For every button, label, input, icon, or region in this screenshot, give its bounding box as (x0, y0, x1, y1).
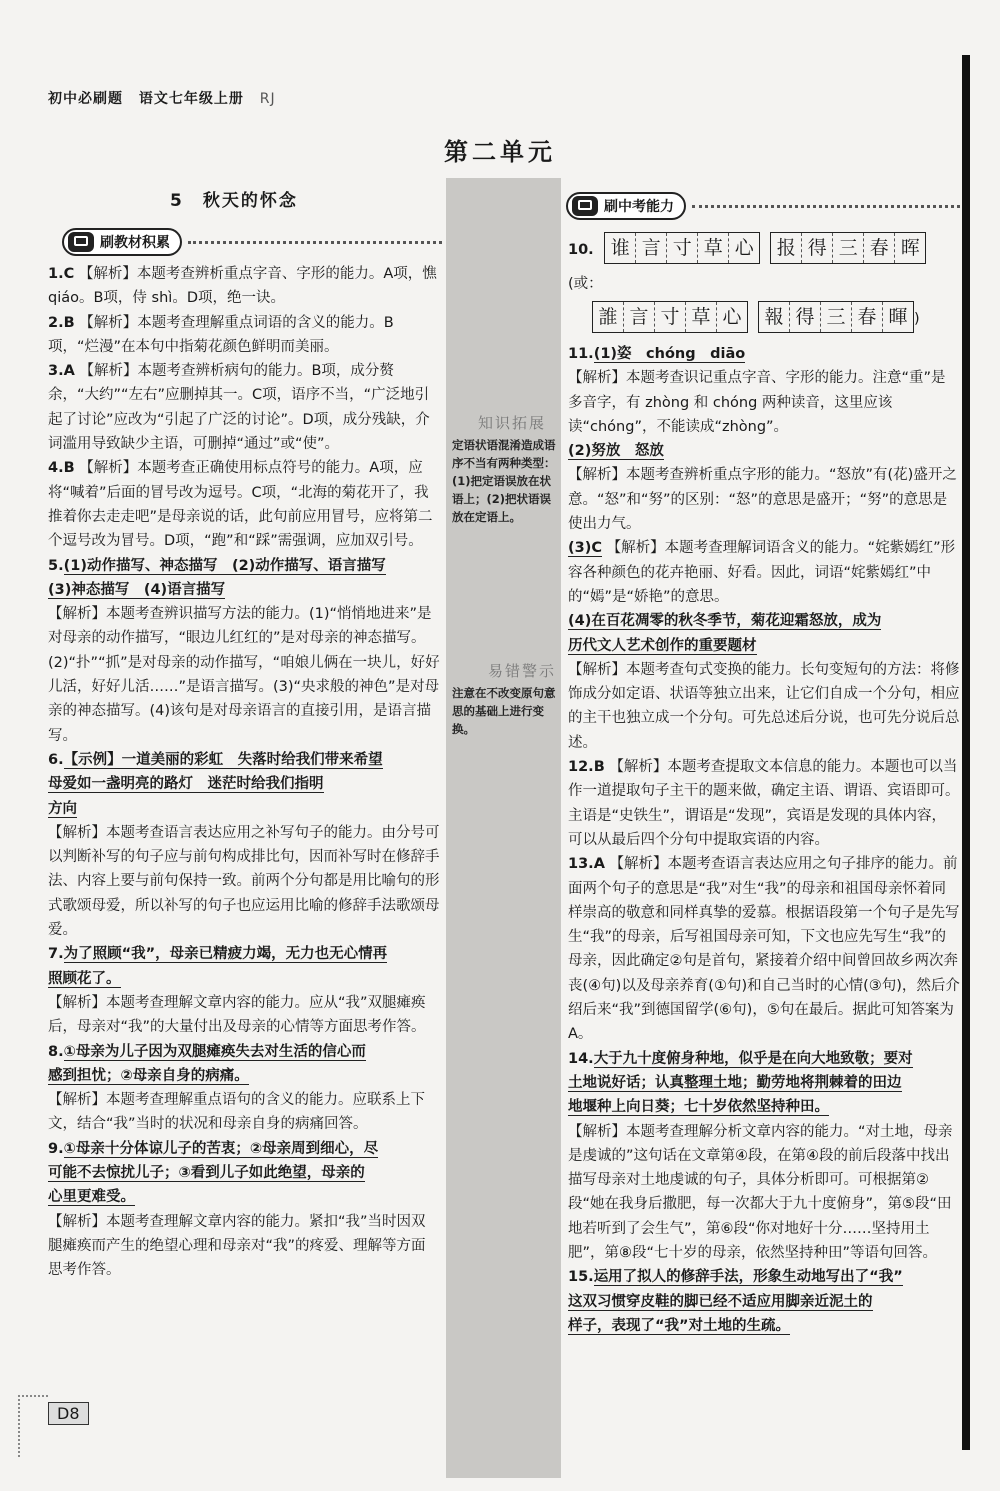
dotted-divider (188, 241, 442, 244)
answer-item: 13.A 【解析】本题考查语言表达应用之句子排序的能力。前面两个句子的意思是“我”对生“我”的母亲和祖国母亲怀着同样崇高的敬意和同样真挚的爱慕。根据语段第一个句子是先写生“我”的母亲，后写祖国母亲可知，下文也应先写生“我”的母亲，因此确定②句是首句，紧接着介绍中间曾回故乡两次奔丧(④句)以及母亲养育(①句)和自己当时的心情(③句)，然后介绍后来“我”到德国留学(⑥句)，⑤句在最后。据此可知答案为A。 (568, 856, 960, 1043)
answer-item-10: 10. 谁 言 寸 草 心 报 得 三 春 晖 (或： 誰 言 寸 草 心 報 得 三 春 暉 ) (568, 232, 960, 336)
answer-item: 12.B 【解析】本题考查提取文本信息的能力。本题也可以当作一道提取句子主干的题来做，确定主语、谓语、宾语即可。主语是“史铁生”，谓语是“发现”，宾语是发现的具体内容，可以从最后四个分句中提取宾语的内容。 (568, 759, 960, 848)
page-edge-bar (962, 55, 970, 1450)
book-icon (68, 232, 94, 252)
answer-item-11: 11.(1)姿 chóng diāo 【解析】本题考查识记重点字音、字形的能力。注意“重”是多音字，有 zhòng 和 chóng 两种读音，这里应该读“chóng”，不能读成“zhòng”。 (2)努放 怒放 【解析】本题考查辨析重点字形的能力。“怒放”有(花)盛开之意。“怒”和“努”的区别：“怒”的意思是盛开；“努”的意思是使出力气。 (3)C 【解析】本题考查理解词语含义的能力。“姹紫嫣红”形容各种颜色的花卉艳丽、好看。因此，词语“姹紫嫣红”中的“嫣”是“娇艳”的意思。 (4)在百花凋零的秋冬季节，菊花迎霜怒放，成为 历代文人艺术创作的重要题材 【解析】本题考查句式变换的能力。长句变短句的方法：将修饰成分如定语、状语等独立出来，让它们自成一个分句，相应的主干也独立成一个分句。可先总述后分说，也可先分说后总述。 (568, 346, 960, 751)
unit-title: 第二单元 (444, 138, 556, 166)
subject-name: 语文七年级上册 (138, 91, 244, 107)
tip-body-knowledge: 定语状语混淆造成语序不当有两种类型：(1)把定语误放在状语上；(2)把状语误放在定语上。 (452, 438, 556, 524)
char-box-group: 報 得 三 春 暉 (758, 301, 914, 333)
answer-item: 14.大于九十度俯身种地，似乎是在向大地致敬；要对 土地说好话；认真整理土地；勤劳地将荆棘着的田边 地堰种上向日葵；七十岁依然坚持种田。 【解析】本题考查理解分析文章内容的能力。“对土地，母亲是虔诚的”这句话在文章第④段，在第④段的前后段落中找出描写母亲对土地虔诚的句子，具体分析即可。可根据第②段“她在我身后撒肥，每一次都大于九十度俯身”，第⑤段“田地若听到了会生气”，第⑥段“你对地好十分……坚持用土肥”，第⑧段“七十岁的母亲，依然坚持种田”等语句回答。 (568, 1050, 953, 1261)
tip-body-warning: 注意在不改变原句意思的基础上进行变换。 (452, 686, 556, 736)
answer-item: 7.为了照顾“我”，母亲已精疲力竭，无力也无心情再 照顾花了。 【解析】本题考查理解文章内容的能力。应从“我”双腿瘫痪后，母亲对“我”的大量付出及母亲的心情等方面思考作答。 (48, 946, 426, 1036)
section-banner-right (566, 192, 960, 220)
answer-item: 6.【示例】一道美丽的彩虹 失落时给我们带来希望 母爱如一盏明亮的路灯 迷茫时给我们指明 方向 【解析】本题考查语言表达应用之补写句子的能力。由分号可以判断补写的句子应与前句构成排比句，因而补写时在修辞手法、内容上要与前句保持一致。前两个分句都是用比喻句的形式歌颂母爱，所以补写的句子也应运用比喻的修辞手法歌颂母爱。 (48, 751, 440, 939)
answer-item: 9.①母亲十分体谅儿子的苦衷；②母亲周到细心，尽 可能不去惊扰儿子；③看到儿子如此绝望，母亲的 心里更难受。 【解析】本题考查理解文章内容的能力。紧扣“我”当时因双腿瘫痪而产生的绝望心理和母亲对“我”的疼爱、理解等方面思考作答。 (48, 1140, 426, 1279)
page-number: D8 (48, 1402, 89, 1425)
tip-title-knowledge: 知识拓展 (478, 414, 547, 432)
answer-item: 2.B 【解析】本题考查理解重点词语的含义的能力。B项，“烂漫”在本句中指菊花颜色鲜明而美丽。 (48, 314, 394, 355)
running-header (48, 88, 286, 108)
char-box-group: 谁 言 寸 草 心 (604, 232, 760, 264)
calligraphy-boxes (604, 232, 926, 264)
section-banner-left (62, 228, 442, 256)
answer-item: 3.A 【解析】本题考查辨析病句的能力。B项，成分赘余，“大约”“左右”应删掉其一。C项，语序不当，“广泛地引起了讨论”应改为“引起了广泛的讨论”。D项，成分残缺，介词滥用导致缺少主语，可删掉“通过”或“使”。 (48, 363, 430, 453)
book-name: 初中必刷题 (48, 91, 123, 107)
corner-decoration (18, 1395, 48, 1457)
answer-item: 5.(1)动作描写、神态描写 (2)动作描写、语言描写 (3)神态描写 (4)语言描写 【解析】本题考查辨识描写方法的能力。(1)“悄悄地进来”是对母亲的动作描写，“眼边儿红红的”是对母亲的神态描写。(2)“扑”“抓”是对母亲的动作描写，“咱娘儿俩在一块儿，好好儿活，好好儿活……”是语言描写。(3)“央求般的神色”是对母亲的神态描写。(4)该句是对母亲语言的直接引用，是语言描写。 (48, 557, 440, 744)
answer-item: 8.①母亲为儿子因为双腿瘫痪失去对生活的信心而 感到担忧；②母亲自身的病痛。 【解析】本题考查理解重点语句的含义的能力。应联系上下文，结合“我”当时的状况和母亲自身的病痛回答。 (48, 1043, 425, 1133)
calligraphy-boxes-traditional (592, 301, 914, 333)
answer-item: 15.运用了拟人的修辞手法，形象生动地写出了“我” 这双习惯穿皮鞋的脚已经不适应用脚亲近泥土的 样子，表现了“我”对土地的生疏。 (568, 1269, 903, 1334)
margin-notes-column (446, 178, 561, 1478)
right-column (568, 232, 960, 1338)
lesson-title: 5 秋天的怀念 (170, 191, 298, 211)
answer-item: 4.B 【解析】本题考查正确使用标点符号的能力。A项，应将“喊着”后面的冒号改为逗号。C项，“北海的菊花开了，我推着你去走走吧”是母亲说的话，此句前应用冒号，应将第二个逗号改为冒号。D项，“跑”和“踩”需强调，应加双引号。 (48, 460, 433, 550)
dotted-divider (692, 205, 960, 208)
tip-title-warning: 易错警示 (488, 662, 557, 680)
left-column (48, 262, 440, 1282)
char-box-group: 誰 言 寸 草 心 (592, 301, 748, 333)
answer-item: 1.C 【解析】本题考查辨析重点字音、字形的能力。A项，憔 qiáo。B项，侍 shì。D项，绝一诀。 (48, 266, 437, 307)
banner-badge: 刷中考能力 (566, 192, 686, 220)
char-box-group: 报 得 三 春 晖 (770, 232, 926, 264)
book-icon (572, 196, 598, 216)
edition-label: RJ (259, 91, 276, 107)
banner-badge: 刷教材积累 (62, 228, 182, 256)
